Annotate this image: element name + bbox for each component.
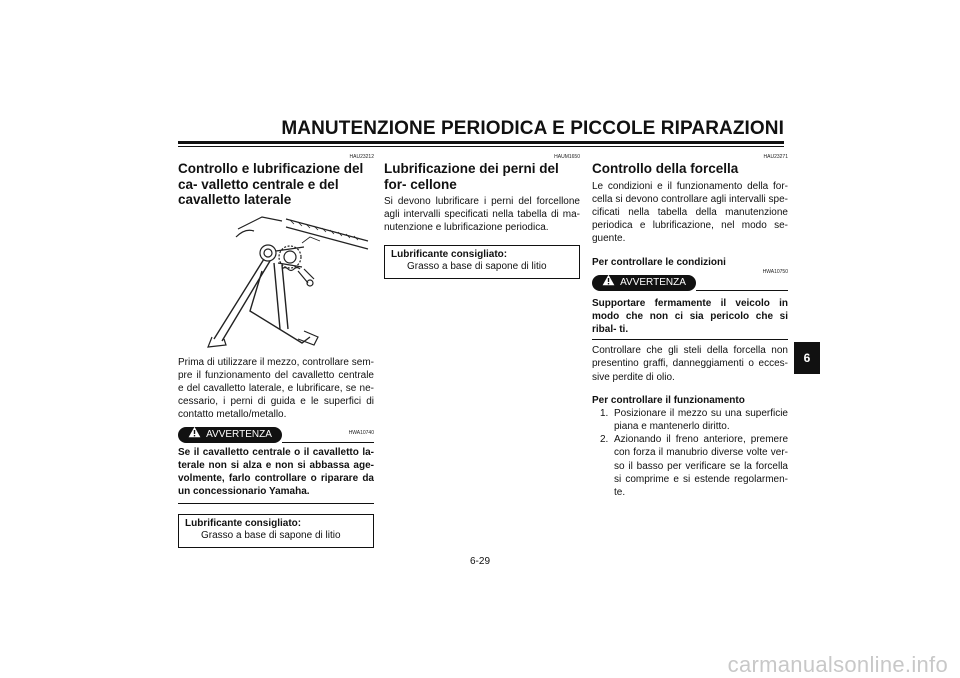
section-title-fork: Controllo della forcella: [592, 161, 739, 176]
warning-header: [592, 275, 788, 292]
subhead-condition: Per controllare le condizioni: [592, 256, 726, 268]
warning-badge: [592, 275, 696, 291]
swingarm-body-text: Si devono lubrificare i perni del forcellone agli intervalli specificati nella tabella di ma- nutenzione e lubrificazione periodica.: [384, 196, 580, 234]
step-text: Azionando il freno anteriore, premere con forza il manubrio diverse volte ver- so il basso per verificare se la forcella si comprime e si estende regolarmen- te.: [614, 434, 788, 498]
page-header-title: MANUTENZIONE PERIODICA E PICCOLE RIPARAZIONI: [281, 118, 784, 139]
warning-triangle-icon: [188, 426, 201, 444]
column-middle: [384, 152, 580, 279]
section-title-stand: Controllo e lubrificazione del ca- valletto centrale e del cavalletto laterale: [178, 161, 364, 207]
section-code: HAUM1650: [554, 154, 580, 160]
warning-close-rule: [178, 503, 374, 504]
lubricant-value: Grasso a base di sapone di litio: [407, 260, 547, 272]
warning-close-rule: [592, 339, 788, 340]
page-number: 6-29: [469, 556, 490, 567]
list-item: [592, 407, 788, 433]
column-left: [178, 152, 374, 548]
step-text: Posizionare il mezzo su una superficie piana e mantenerlo diritto.: [614, 407, 788, 432]
steps-list: [592, 407, 788, 499]
column-right: [592, 152, 788, 499]
header-rule-thin: [178, 146, 784, 147]
warning-text: Se il cavalletto centrale o il cavalletto la- terale non si alza e non si abbassa age- volmente, farlo controllare o riparare da un concessionario Yamaha.: [178, 446, 374, 498]
warning-rule: [696, 290, 788, 291]
lubricant-value: Grasso a base di sapone di litio: [201, 530, 341, 542]
stand-illustration: [178, 211, 374, 351]
warning-rule: [282, 442, 374, 443]
stand-body-text: Prima di utilizzare il mezzo, controllare sem- pre il funzionamento del cavalletto centrale e del cavalletto laterale, e lubrificare, se ne- cessario, i perni di guida e le superfici di contatto metallo/metallo.: [178, 356, 374, 421]
warning-triangle-icon: [602, 274, 615, 292]
lubricant-title: Lubrificante consigliato:: [391, 248, 508, 260]
warning-code: HWA10750: [762, 268, 788, 275]
lubricant-box: [178, 514, 374, 548]
subhead-operation: Per controllare il funzionamento: [592, 394, 745, 406]
warning-header: [178, 427, 374, 444]
step-number: 1.: [600, 407, 609, 419]
chapter-tab: 6: [794, 342, 820, 374]
warning-badge: [178, 427, 282, 443]
section-code: HAU23271: [763, 154, 788, 160]
warning-text: Supportare fermamente il veicolo in modo che non ci sia pericolo che si ribal- ti.: [592, 297, 788, 335]
warning-code: HWA10740: [348, 429, 374, 436]
lubricant-box: [384, 245, 580, 279]
fork-body-text: Le condizioni e il funzionamento della for- cella si devono controllare agli intervalli spe- cificati nella tabella della manutenzione periodica e lubrificazione, nel modo se- guente.: [592, 180, 788, 245]
list-item: [592, 433, 788, 499]
section-code: HAU23212: [349, 154, 374, 160]
fork-check-text: Controllare che gli steli della forcella non presentino graffi, danneggiamenti o ecces- sive perdite di olio.: [592, 345, 788, 383]
header-rule: [178, 141, 784, 144]
warning-label: AVVERTENZA: [206, 428, 272, 440]
section-title-swingarm: Lubrificazione dei perni del for- cellone: [384, 161, 559, 192]
step-number: 2.: [600, 434, 609, 446]
lubricant-title: Lubrificante consigliato:: [185, 518, 302, 530]
watermark: carmanualsonline.info: [727, 652, 948, 677]
warning-label: AVVERTENZA: [620, 276, 686, 288]
